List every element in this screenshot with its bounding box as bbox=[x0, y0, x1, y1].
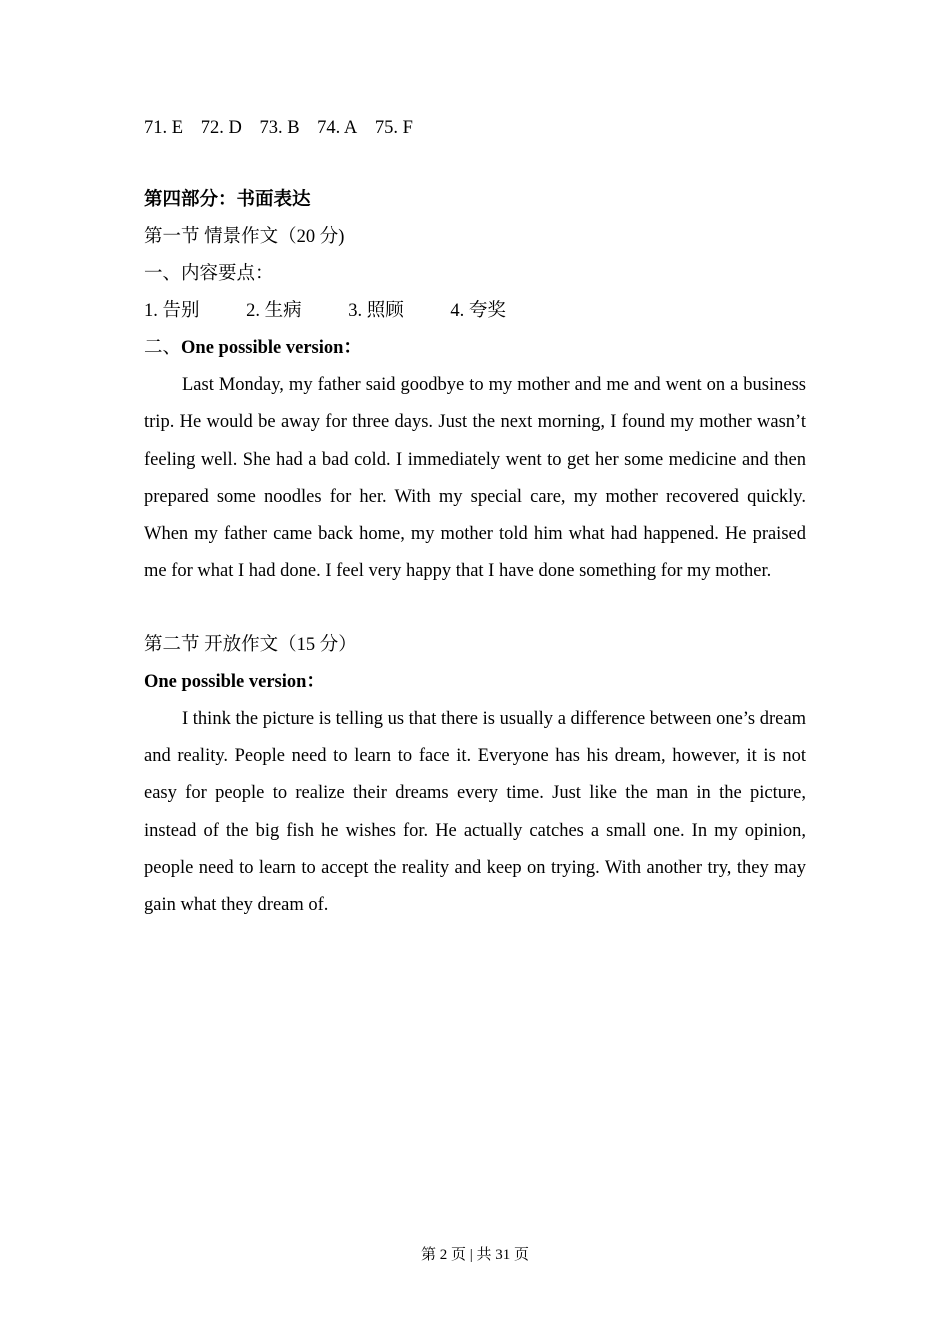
section1-version-heading bbox=[144, 330, 806, 367]
page-footer: 第 2 页 | 共 31 页 bbox=[420, 1247, 529, 1263]
section2-essay: I think the picture is telling us that there is usually a difference between one’s dream and reality. People need to learn to face it. Everyone has his dream, however, it is not easy for people to realize their dreams every time. Just like the man in the picture, instead of the big fish he wishes for. He actually catches a small one. In my opinion, people need to learn to accept the reality and keep on trying. With another try, they may gain what they dream of. bbox=[144, 708, 806, 916]
content-points bbox=[144, 293, 806, 330]
part4-heading: 第四部分：书面表达 bbox=[144, 190, 311, 210]
points-title: 一、内容要点： bbox=[144, 264, 274, 284]
section2-version-label: One possible version： bbox=[144, 671, 325, 692]
answer-key-row bbox=[144, 110, 806, 146]
point-4: 4. 夸奖 bbox=[450, 301, 506, 321]
answer-73: 73. B bbox=[259, 118, 300, 138]
spacer bbox=[144, 591, 806, 627]
version-prefix: 二、 bbox=[144, 338, 182, 358]
point-1: 1. 告别 bbox=[144, 301, 200, 321]
version-label: One possible version： bbox=[181, 338, 362, 358]
section1-title: 第一节 情景作文（20 分) bbox=[144, 227, 345, 247]
answer-71: 71. E bbox=[144, 118, 184, 138]
answer-75: 75. F bbox=[374, 118, 413, 138]
answer-74: 74. A bbox=[317, 118, 358, 138]
point-3: 3. 照顾 bbox=[348, 301, 404, 321]
section2-title: 第二节 开放作文（15 分） bbox=[144, 634, 357, 655]
point-2: 2. 生病 bbox=[246, 301, 302, 321]
answer-72: 72. D bbox=[200, 118, 242, 138]
spacer bbox=[144, 146, 806, 182]
section1-essay: Last Monday, my father said goodbye to my mother and me and went on a business trip. He would be away for three days. Just the next morning, I found my mother wasn’t feeling well. She had a bad cold. I immediately went to get her some medicine and then prepared some noodles for her. With my special care, my mother recovered quickly. When my father came back home, my mother told him what had happened. He praised me for what I had done. I feel very happy that I have done something for my mother. bbox=[144, 375, 806, 582]
document-body bbox=[144, 110, 806, 925]
